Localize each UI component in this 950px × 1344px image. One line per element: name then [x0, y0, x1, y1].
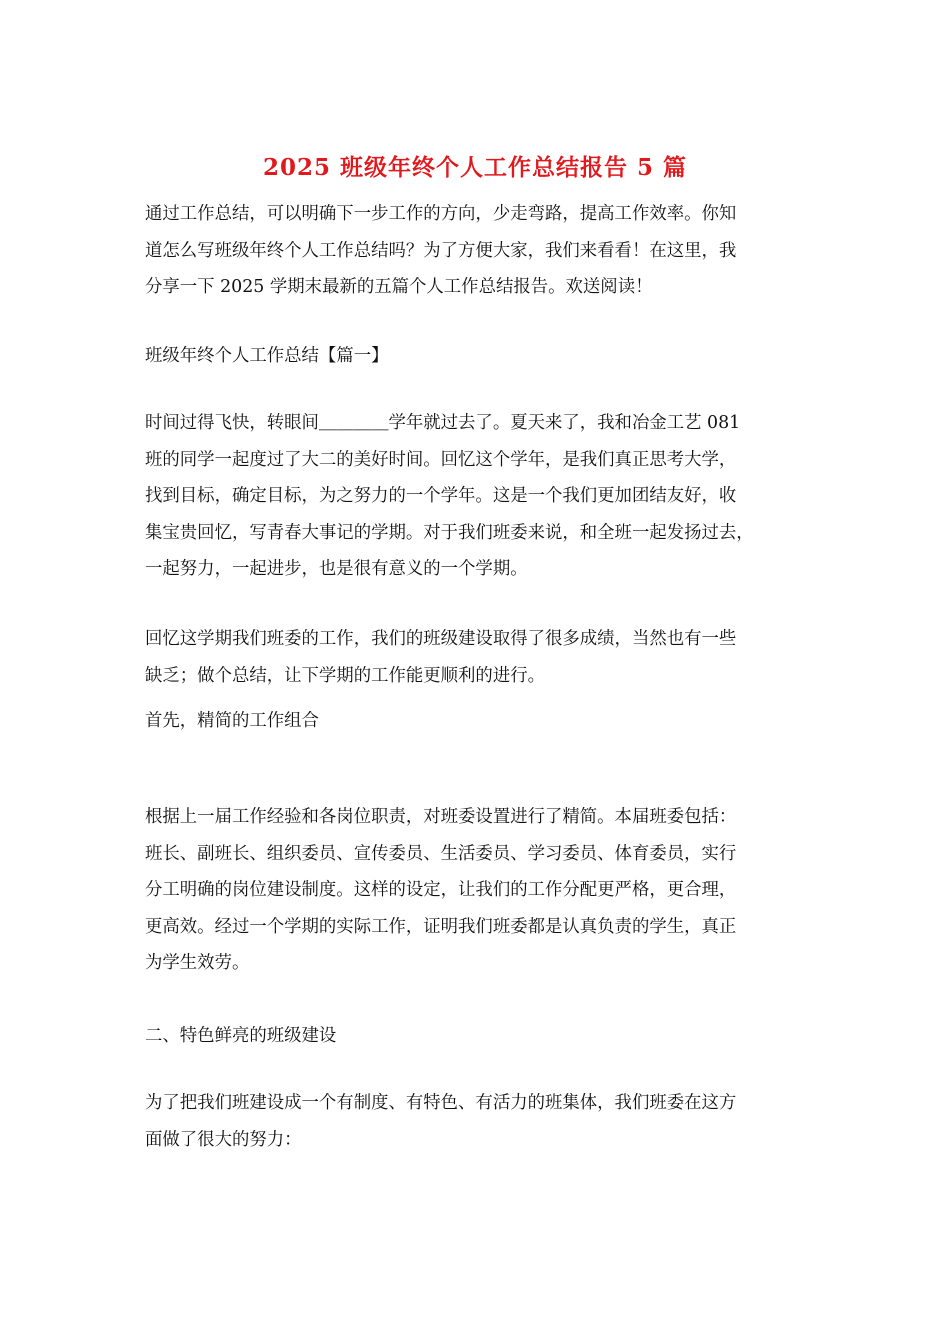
heading-second [145, 1018, 810, 1055]
text-line: 道怎么写班级年终个人工作总结吗？为了方便大家，我们来看看！在这里，我 [145, 240, 737, 261]
text-line: 找到目标，确定目标，为之努力的一个学年。这是一个我们更加团结友好，收 [145, 486, 737, 506]
intro-paragraph [145, 196, 810, 306]
text-line: 时间过得飞快，转眼间＿＿＿＿学年就过去了。夏天来了，我和冶金工艺 081 [145, 413, 741, 433]
paragraph-2 [145, 621, 810, 694]
text-line: 缺乏；做个总结，让下学期的工作能更顺利的进行。 [145, 665, 545, 686]
text-line: 回忆这学期我们班委的工作，我们的班级建设取得了很多成绩，当然也有一些 [145, 629, 737, 649]
text-line: 集宝贵回忆，写青春大事记的学期。对于我们班委来说，和全班一起发扬过去， [145, 522, 754, 543]
section-heading-text: 班级年终个人工作总结【篇一】 [145, 346, 389, 366]
text-line: 班长、副班长、组织委员、宣传委员、生活委员、学习委员、体育委员，实行 [145, 843, 737, 864]
text-line: 根据上一届工作经验和各岗位职责，对班委设置进行了精简。本届班委包括： [145, 807, 737, 827]
heading-first [145, 703, 810, 740]
text-line: 班的同学一起度过了大二的美好时间。回忆这个学年，是我们真正思考大学， [145, 449, 737, 470]
document-title: 2025 班级年终个人工作总结报告 5 篇 [262, 154, 688, 181]
heading-first-text: 首先，精简的工作组合 [145, 711, 319, 731]
text-line: 为学生效劳。 [145, 953, 250, 973]
text-line: 通过工作总结，可以明确下一步工作的方向，少走弯路，提高工作效率。你知 [145, 204, 737, 224]
text-line: 分工明确的岗位建设制度。这样的设定，让我们的工作分配更严格，更合理， [145, 880, 737, 900]
paragraph-4 [145, 1085, 810, 1158]
text-line: 分享一下 2025 学期末最新的五篇个人工作总结报告。欢送阅读！ [145, 277, 653, 297]
section-heading [145, 338, 810, 375]
text-line: 为了把我们班建设成一个有制度、有特色、有活力的班集体，我们班委在这方 [145, 1093, 737, 1113]
heading-second-text: 二、特色鲜亮的班级建设 [145, 1026, 337, 1046]
text-line: 面做了很大的努力： [145, 1129, 302, 1150]
text-line: 一起努力，一起进步，也是很有意义的一个学期。 [145, 559, 528, 579]
paragraph-1 [145, 405, 810, 588]
paragraph-3 [145, 799, 810, 982]
text-line: 更高效。经过一个学期的实际工作，证明我们班委都是认真负责的学生，真正 [145, 916, 737, 937]
